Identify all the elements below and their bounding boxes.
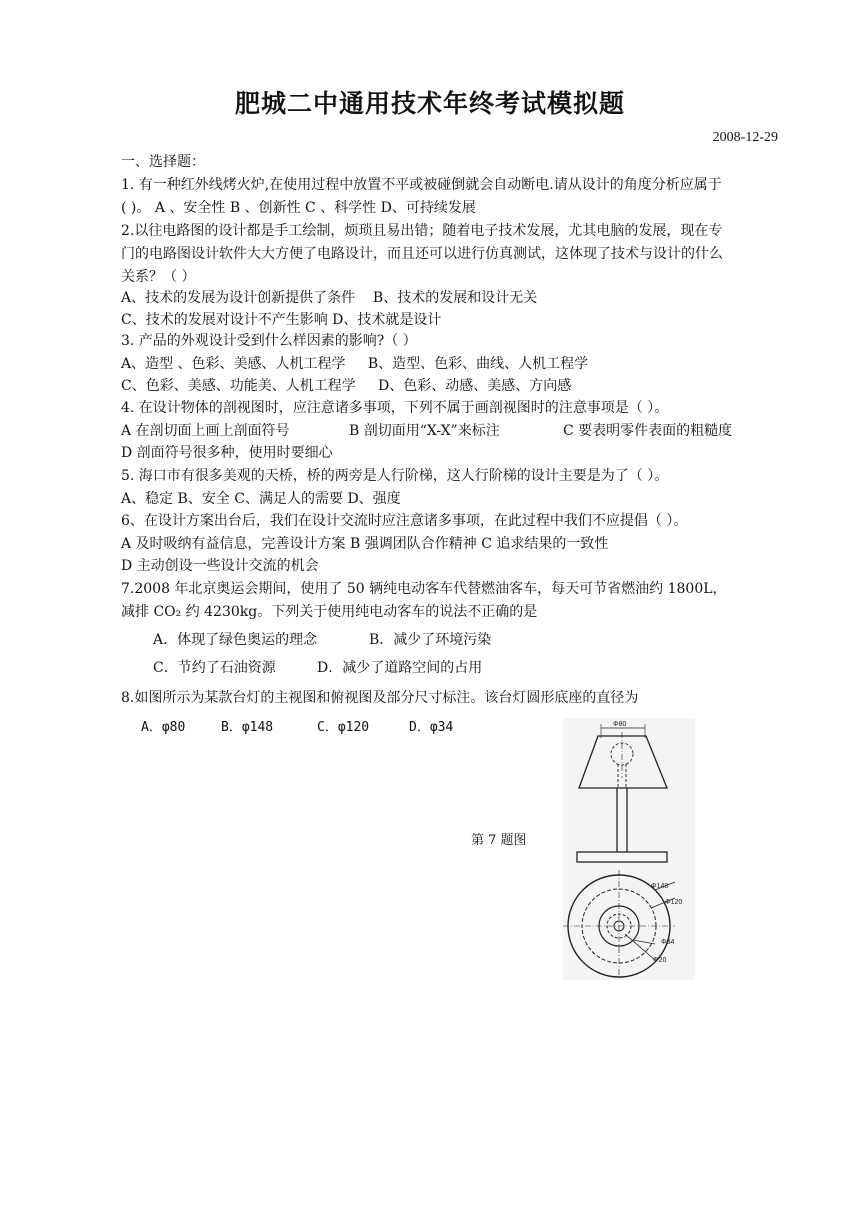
q1-stem: 1. 有一种红外线烤火炉,在使用过程中放置不平或被碰倒就会自动断电.请从设计的角度分析应属于 (121, 177, 722, 193)
q8-option-c: C．φ120 (317, 720, 370, 735)
q8-stem: 8.如图所示为某款台灯的主视图和俯视图及部分尺寸标注。该台灯圆形底座的直径为 (121, 690, 639, 706)
q4-stem: 4. 在设计物体的剖视图时，应注意诸多事项，下列不属于画剖视图时的注意事项是（ ）。 (121, 400, 669, 416)
lamp-drawing (563, 718, 695, 980)
q2-stem-line1: 2.以往电路图的设计都是手工绘制，烦琐且易出错；随着电子技术发展，尤其电脑的发展，现在专 (121, 223, 723, 239)
q5-options: A、稳定 B、安全 C、满足人的需要 D、强度 (121, 491, 401, 507)
dim-label-34: Φ34 (661, 939, 675, 946)
q3-options-ab (121, 354, 588, 374)
q8-option-d: D．φ34 (409, 720, 454, 735)
q8-option-a: A．φ80 (141, 720, 186, 735)
dim-label-top: Φ80 (613, 721, 627, 728)
section-heading: 一、选择题： (121, 154, 205, 170)
q4-options-abc (121, 421, 732, 441)
dim-label-20: Φ20 (653, 957, 667, 964)
q2-option-d: D、技术就是设计 (332, 312, 442, 328)
q2-stem-line3: 关系？（ ） (121, 269, 196, 285)
dim-label-120: Φ120 (665, 899, 683, 906)
q3-option-a: A、造型 、色彩、美感、人机工程学 (121, 356, 346, 372)
q8-options (141, 718, 453, 738)
q7-options-ab (153, 630, 491, 650)
q4-option-a: A 在剖切面上画上剖面符号 (121, 423, 290, 439)
q3-options-cd (121, 376, 571, 396)
q7-options-cd (153, 658, 482, 678)
q3-option-b: B、造型、色彩、曲线、人机工程学 (367, 356, 589, 372)
page-title: 肥城二中通用技术年终考试模拟题 (234, 89, 625, 118)
figure-caption: 第 7 题图 (471, 833, 527, 848)
q6-stem: 6、在设计方案出台后，我们在设计交流时应注意诸多事项，在此过程中我们不应提倡（ ）。 (121, 513, 688, 529)
q7-option-d: D．减少了道路空间的占用 (317, 660, 483, 676)
q6-option-d: D 主动创设一些设计交流的机会 (121, 558, 319, 574)
q2-options-ab (121, 288, 537, 308)
dim-label-148: Φ148 (651, 883, 669, 890)
drawing-background (563, 718, 695, 980)
q7-option-a: A．体现了绿色奥运的理念 (153, 632, 318, 648)
q6-options-abc: A 及时吸纳有益信息，完善设计方案 B 强调团队合作精神 C 追求结果的一致性 (121, 536, 609, 552)
q2-stem-line2: 门的电路图设计软件大大方便了电路设计，而且还可以进行仿真测试，这体现了技术与设计的什么 (121, 246, 723, 262)
q3-option-d: D、色彩、动感、美感、方向感 (377, 378, 572, 394)
q2-option-c: C、技术的发展对设计不产生影响 (121, 312, 328, 328)
q7-option-c: C．节约了石油资源 (153, 660, 276, 676)
q4-option-d: D 剖面符号很多种，使用时要细心 (121, 445, 333, 461)
q4-option-c: C 要表明零件表面的粗糙度 (563, 423, 733, 439)
q2-option-b: B、技术的发展和设计无关 (372, 290, 538, 306)
q2-option-a: A、技术的发展为设计创新提供了条件 (121, 290, 356, 306)
q3-option-c: C、色彩、美感、功能美、人机工程学 (121, 378, 356, 394)
q4-option-b: B 剖切面用“X-X”来标注 (349, 423, 500, 439)
q7-stem-line1: 7.2008 年北京奥运会期间，使用了 50 辆纯电动客车代替燃油客车，每天可节省燃油约 1800L， (121, 581, 727, 597)
q8-option-b: B．φ148 (221, 720, 274, 735)
q2-options-cd (121, 310, 441, 330)
exam-date: 2008-12-29 (712, 130, 778, 145)
q1-options: ( )。 A 、安全性 B 、创新性 C 、科学性 D、可持续发展 (121, 200, 476, 216)
q3-stem: 3. 产品的外观设计受到什么样因素的影响?（ ） (121, 333, 417, 349)
q5-stem: 5. 海口市有很多美观的天桥，桥的两旁是人行阶梯，这人行阶梯的设计主要是为了（ ）。 (121, 468, 669, 484)
q7-option-b: B．减少了环境污染 (369, 632, 492, 648)
q7-stem-line2: 减排 CO₂ 约 4230kg。下列关于使用纯电动客车的说法不正确的是 (121, 604, 538, 620)
